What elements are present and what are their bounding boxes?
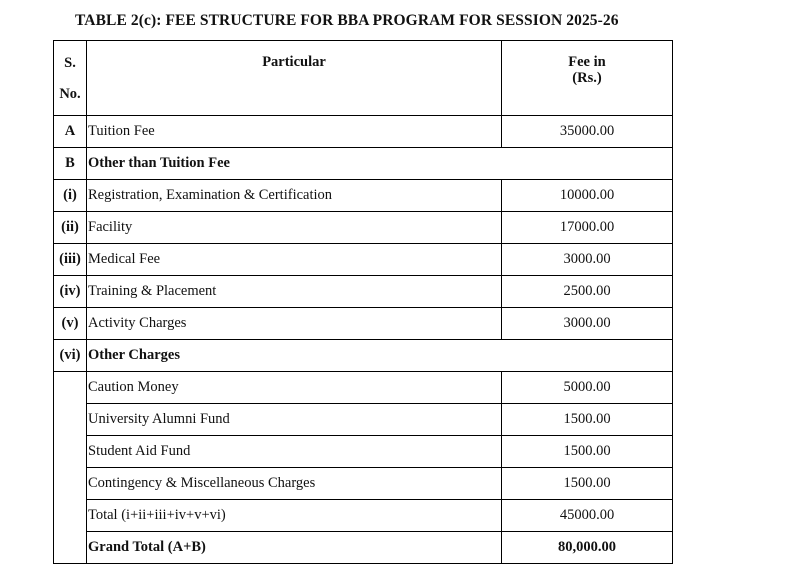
row-particular: Grand Total (A+B)	[87, 532, 502, 564]
fee-structure-table	[53, 40, 673, 564]
table-row	[54, 180, 673, 212]
row-sno	[54, 500, 87, 532]
table-row	[54, 308, 673, 340]
row-fee: 3000.00	[502, 244, 673, 276]
row-particular: Contingency & Miscellaneous Charges	[87, 468, 502, 500]
row-fee: 3000.00	[502, 308, 673, 340]
row-particular: Training & Placement	[87, 276, 502, 308]
table-row	[54, 276, 673, 308]
table-row	[54, 212, 673, 244]
row-fee: 80,000.00	[502, 532, 673, 564]
row-fee: 2500.00	[502, 276, 673, 308]
table-title: TABLE 2(c): FEE STRUCTURE FOR BBA PROGRAM FOR SESSION 2025-26	[75, 12, 619, 29]
row-particular: Other Charges	[87, 340, 502, 372]
row-fee	[502, 340, 673, 372]
row-sno: (i)	[54, 180, 87, 212]
header-sno-line1: S.	[64, 55, 76, 71]
table-row	[54, 436, 673, 468]
row-sno: (iv)	[54, 276, 87, 308]
table-row	[54, 148, 673, 180]
row-sno: B	[54, 148, 87, 180]
row-sno	[54, 372, 87, 404]
row-particular: Registration, Examination & Certification	[87, 180, 502, 212]
row-fee: 35000.00	[502, 116, 673, 148]
table-row	[54, 340, 673, 372]
row-particular: Tuition Fee	[87, 116, 502, 148]
row-fee: 45000.00	[502, 500, 673, 532]
table-row	[54, 244, 673, 276]
row-sno	[54, 404, 87, 436]
header-fee	[502, 41, 673, 116]
row-fee: 17000.00	[502, 212, 673, 244]
row-sno: (iii)	[54, 244, 87, 276]
table-row-grand-total	[54, 532, 673, 564]
table-row	[54, 468, 673, 500]
header-fee-line1: Fee in	[568, 54, 606, 70]
row-sno: (ii)	[54, 212, 87, 244]
row-fee: 10000.00	[502, 180, 673, 212]
row-particular: Other than Tuition Fee	[87, 148, 502, 180]
row-particular: Student Aid Fund	[87, 436, 502, 468]
row-sno: A	[54, 116, 87, 148]
row-fee: 1500.00	[502, 436, 673, 468]
table-row	[54, 372, 673, 404]
row-fee: 1500.00	[502, 404, 673, 436]
header-sno	[54, 41, 87, 116]
row-particular: Facility	[87, 212, 502, 244]
row-sno: (v)	[54, 308, 87, 340]
row-sno	[54, 436, 87, 468]
row-particular: Total (i+ii+iii+iv+v+vi)	[87, 500, 502, 532]
header-fee-line2: (Rs.)	[572, 70, 602, 86]
row-sno	[54, 532, 87, 564]
row-sno	[54, 468, 87, 500]
row-sno: (vi)	[54, 340, 87, 372]
table-row	[54, 116, 673, 148]
row-fee	[502, 148, 673, 180]
row-particular: Caution Money	[87, 372, 502, 404]
table-header-row	[54, 41, 673, 116]
row-fee: 5000.00	[502, 372, 673, 404]
row-fee: 1500.00	[502, 468, 673, 500]
row-particular: University Alumni Fund	[87, 404, 502, 436]
header-particular: Particular	[87, 41, 502, 116]
row-particular: Medical Fee	[87, 244, 502, 276]
table-row	[54, 404, 673, 436]
table-row-total	[54, 500, 673, 532]
row-particular: Activity Charges	[87, 308, 502, 340]
header-sno-line2: No.	[59, 86, 81, 102]
